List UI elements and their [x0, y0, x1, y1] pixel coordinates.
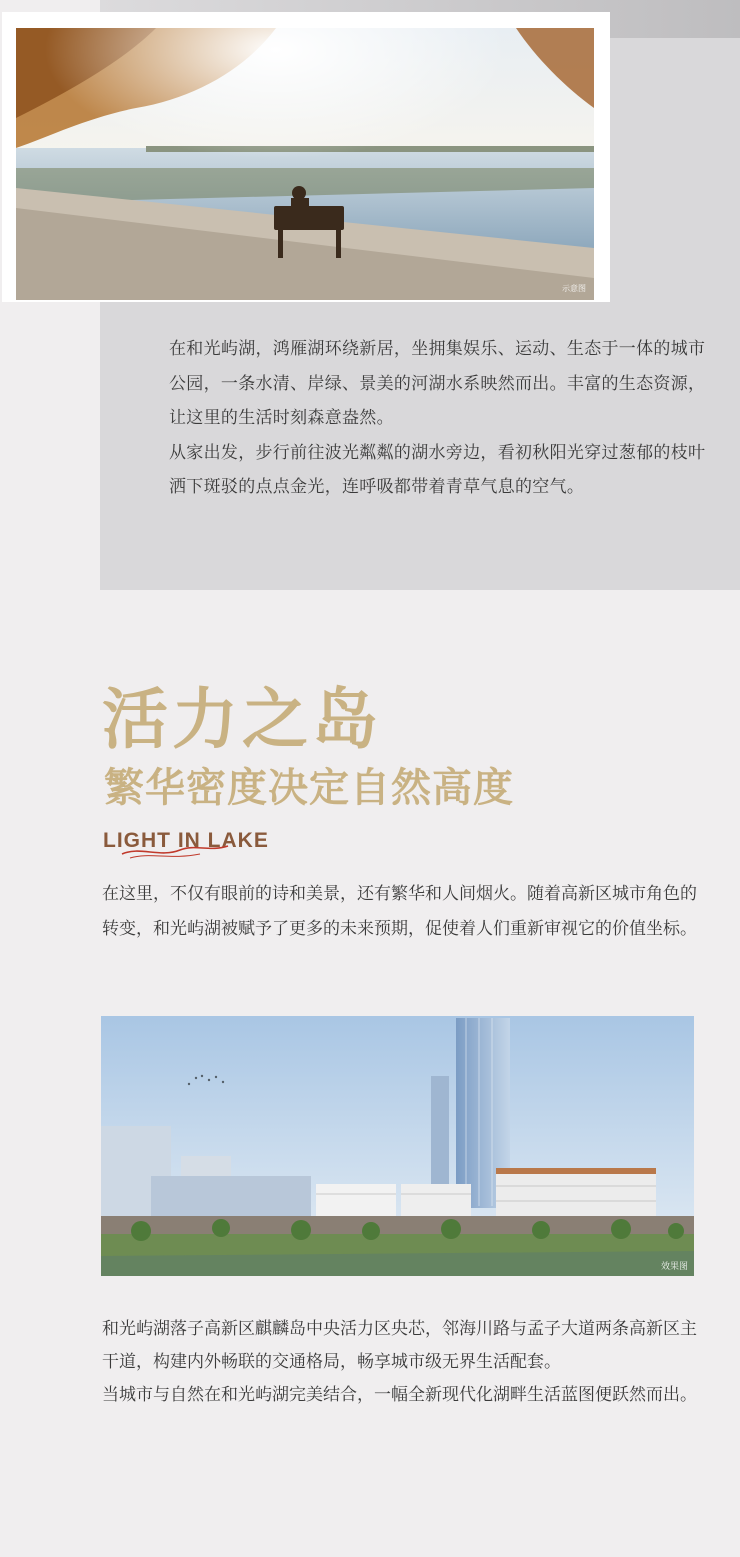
english-tagline: LIGHT IN LAKE	[103, 829, 269, 852]
photo-caption: 示意图	[562, 284, 586, 293]
section-subtitle: 繁华密度决定自然高度	[104, 765, 514, 811]
lake-photo-frame	[2, 12, 610, 302]
architecture-render	[101, 1016, 694, 1276]
intro-text	[169, 332, 709, 505]
intro-paragraph-2: 从家出发，步行前往波光粼粼的湖水旁边，看初秋阳光穿过葱郁的枝叶洒下斑驳的点点金光，连呼吸都带着青草气息的空气。	[169, 442, 706, 497]
section-text	[102, 877, 702, 947]
brush-stroke	[120, 838, 230, 862]
render-caption: 效果图	[660, 1262, 688, 1272]
lake-photo	[16, 28, 594, 300]
closing-paragraph-1: 和光屿湖落子高新区麒麟岛中央活力区央芯，邻海川路与孟子大道两条高新区主干道，构建内外畅联的交通格局，畅享城市级无界生活配套。	[102, 1319, 697, 1372]
section-paragraph: 在这里，不仅有眼前的诗和美景，还有繁华和人间烟火。随着高新区城市角色的转变，和光屿湖被赋予了更多的未来预期，促使着人们重新审视它的价值坐标。	[102, 884, 697, 939]
intro-paragraph-1: 在和光屿湖，鸿雁湖环绕新居，坐拥集娱乐、运动、生态于一体的城市公园，一条水清、岸绿、景美的河湖水系映然而出。丰富的生态资源，让这里的生活时刻森意盎然。	[169, 339, 706, 428]
section-title: 活力之岛	[102, 681, 382, 758]
closing-paragraph-2: 当城市与自然在和光屿湖完美结合，一幅全新现代化湖畔生活蓝图便跃然而出。	[102, 1385, 697, 1405]
closing-text	[102, 1313, 702, 1412]
